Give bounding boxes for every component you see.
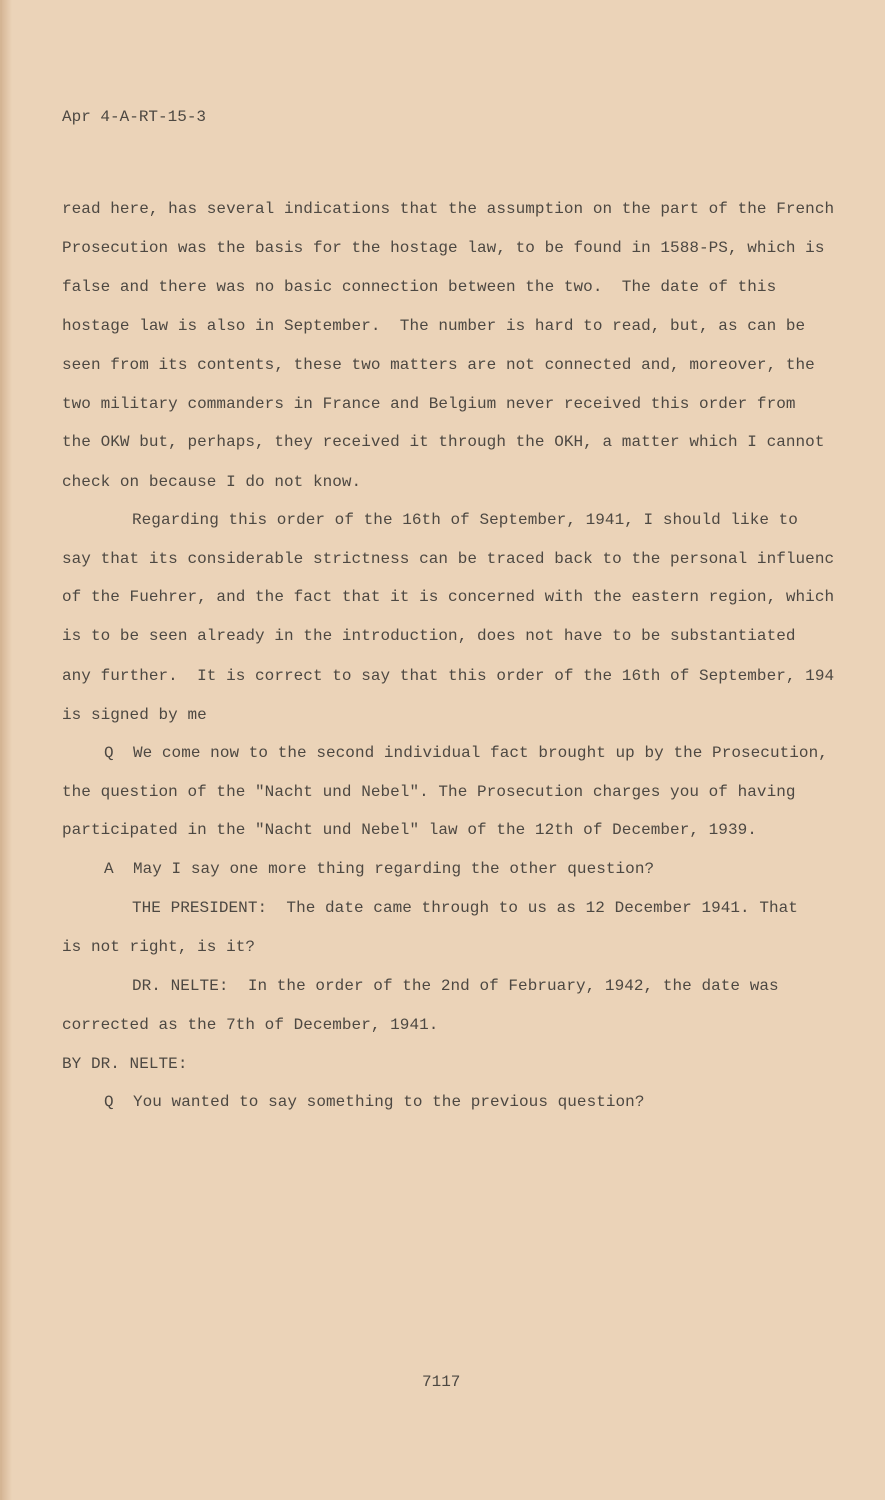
body-line: BY DR. NELTE:	[62, 1055, 188, 1073]
body-line: is to be seen already in the introduction, does not have to be substantiated	[62, 627, 796, 645]
document-header: Apr 4-A-RT-15-3	[62, 108, 207, 126]
body-line: Prosecution was the basis for the hostage law, to be found in 1588-PS, which is	[62, 239, 825, 257]
body-line: participated in the "Nacht und Nebel" law of the 12th of December, 1939.	[62, 821, 757, 839]
body-line: corrected as the 7th of December, 1941.	[62, 1016, 439, 1034]
body-line: A May I say one more thing regarding the other question?	[104, 860, 655, 878]
body-line: check on because I do not know.	[62, 473, 362, 491]
body-line: is not right, is it?	[62, 938, 256, 956]
body-line: is signed by me	[62, 706, 207, 724]
body-line: the question of the "Nacht und Nebel". The Prosecution charges you of having	[62, 783, 796, 801]
body-line: Q We come now to the second individual fact brought up by the Prosecution,	[104, 744, 828, 762]
body-line: hostage law is also in September. The number is hard to read, but, as can be	[62, 317, 806, 335]
body-line: false and there was no basic connection between the two. The date of this	[62, 278, 777, 296]
body-line: any further. It is correct to say that this order of the 16th of September, 194	[62, 667, 835, 685]
body-line: Q You wanted to say something to the previous question?	[104, 1093, 645, 1111]
body-line: read here, has several indications that the assumption on the part of the French	[62, 200, 835, 218]
body-line: the OKW but, perhaps, they received it through the OKH, a matter which I cannot	[62, 433, 825, 451]
body-line: DR. NELTE: In the order of the 2nd of February, 1942, the date was	[132, 977, 779, 995]
page-number: 7117	[422, 1373, 461, 1391]
body-line: seen from its contents, these two matters are not connected and, moreover, the	[62, 356, 815, 374]
body-line: two military commanders in France and Belgium never received this order from	[62, 395, 796, 413]
body-line: Regarding this order of the 16th of September, 1941, I should like to	[132, 511, 798, 529]
body-line: THE PRESIDENT: The date came through to us as 12 December 1941. That	[132, 899, 798, 917]
body-line: say that its considerable strictness can be traced back to the personal influenc	[62, 550, 835, 568]
body-line: of the Fuehrer, and the fact that it is concerned with the eastern region, which	[62, 588, 835, 606]
